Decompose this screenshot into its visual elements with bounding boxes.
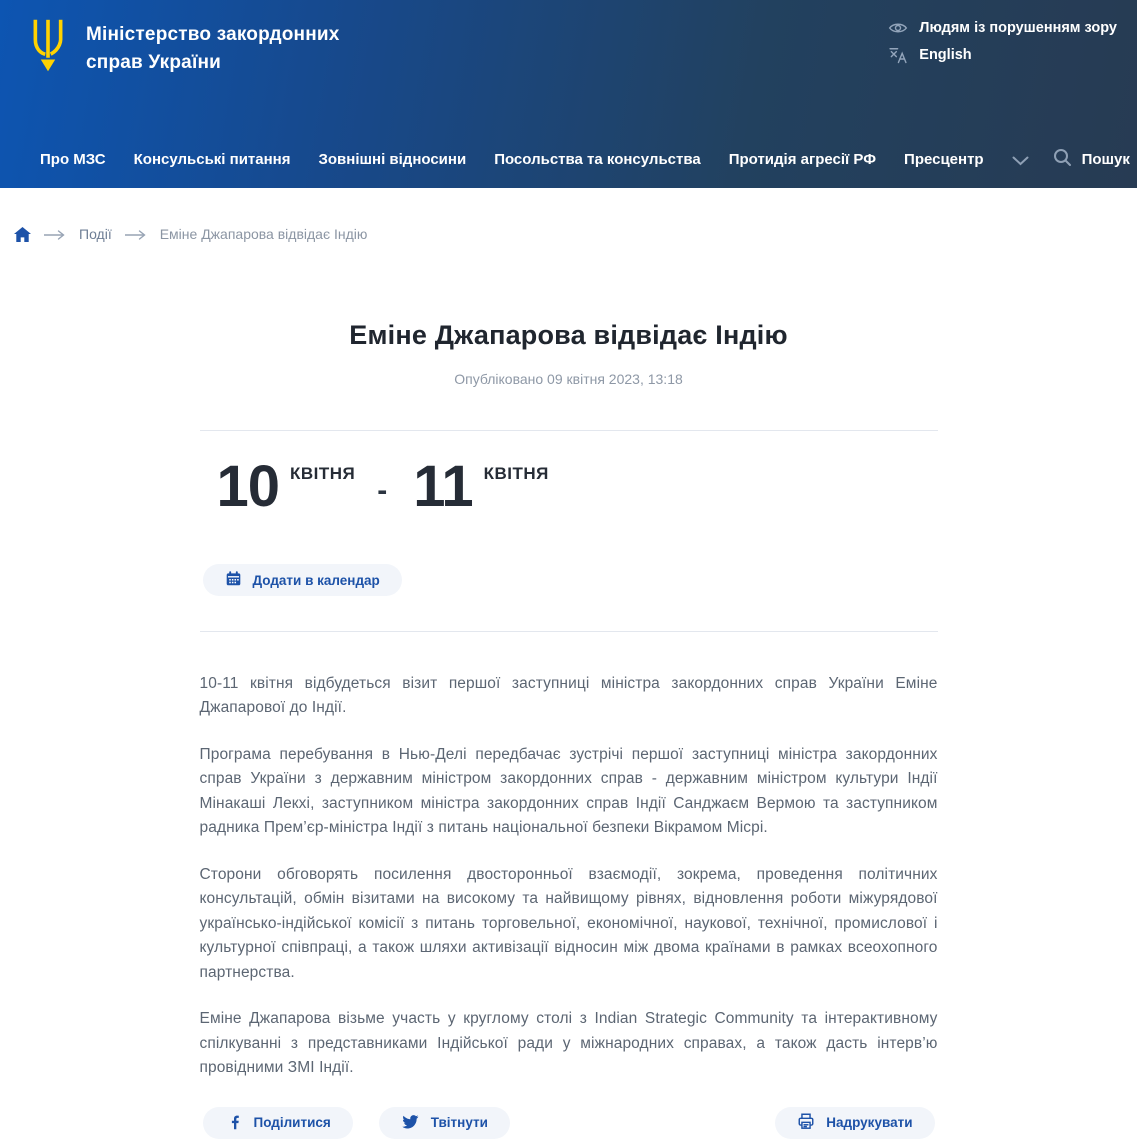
nav-item-consular[interactable]: Консульські питання xyxy=(133,151,291,168)
ministry-logo-block[interactable] xyxy=(28,18,346,79)
search-icon xyxy=(1053,148,1072,171)
print-button-group xyxy=(775,1107,934,1139)
paragraph: Програма перебування в Нью-Делі передбачає зустрічі першої заступниці міністра закордонних справ України з державним міністром закордонних справ - державним міністром культури Індії Мінакаші Лекхі, заступником міністра закордонних справ Індії Санджаєм Вермою та заступником радника Прем’єр-міністра Індії з питань національної безпеки Вікрамом Місрі. xyxy=(199,745,938,837)
language-switch-link[interactable] xyxy=(887,45,1117,65)
print-button[interactable] xyxy=(775,1107,934,1139)
breadcrumb-events-link[interactable]: Події xyxy=(79,226,112,242)
search-button[interactable] xyxy=(1053,148,1130,171)
date-separator: - xyxy=(377,474,388,507)
nav-item-countering-aggression[interactable]: Протидія агресії РФ xyxy=(728,151,877,168)
share-twitter-button[interactable] xyxy=(379,1107,510,1139)
language-label: English xyxy=(919,47,972,63)
article-body xyxy=(200,672,938,1081)
search-label: Пошук xyxy=(1081,151,1130,168)
share-actions-row xyxy=(200,1107,938,1139)
share-buttons-group xyxy=(203,1107,510,1139)
arrow-right-icon xyxy=(125,229,147,240)
eye-icon xyxy=(887,20,909,36)
page-title: Еміне Джапарова відвідає Індію xyxy=(349,320,788,350)
main-nav xyxy=(28,148,1130,188)
share-twitter-label: Твітнути xyxy=(430,1115,488,1131)
divider xyxy=(200,631,938,632)
nav-item-embassies[interactable]: Посольства та консульства xyxy=(494,151,701,168)
nav-right-group xyxy=(1012,148,1130,171)
nav-item-foreign-relations[interactable]: Зовнішні відносини xyxy=(318,151,467,168)
breadcrumb-current-page: Еміне Джапарова відвідає Індію xyxy=(159,226,368,242)
accessibility-label: Людям із порушенням зору xyxy=(919,20,1117,36)
facebook-icon xyxy=(225,1112,243,1133)
trident-logo-icon xyxy=(28,18,68,79)
ministry-name: Міністерство закордонних справ України xyxy=(86,24,340,73)
add-to-calendar-label: Додати в календар xyxy=(252,572,380,588)
paragraph: Еміне Джапарова візьме участь у круглому столі з Indian Strategic Community та інтерактивному спілкуванні з представниками Індійської ради у міжнародних справах, а також дасть інтерв’ю провідними ЗМІ Індії. xyxy=(199,1010,938,1077)
twitter-icon xyxy=(401,1112,420,1134)
breadcrumb xyxy=(0,188,1137,242)
paragraph: 10-11 квітня відбудеться візит першої заступниці міністра закордонних справ України Еміне Джапарової до Індії. xyxy=(199,675,938,717)
print-label: Надрукувати xyxy=(826,1115,913,1131)
event-end-day: 11 xyxy=(413,454,473,519)
translate-icon xyxy=(887,45,909,65)
share-facebook-button[interactable] xyxy=(203,1107,353,1139)
add-to-calendar-button[interactable] xyxy=(203,564,402,596)
chevron-down-icon[interactable] xyxy=(1012,153,1029,166)
calendar-icon xyxy=(225,570,242,590)
event-date-range xyxy=(200,454,938,519)
event-start-day: 10 xyxy=(216,454,280,519)
accessibility-link[interactable] xyxy=(887,20,1117,36)
published-date: Опубліковано 09 квітня 2023, 13:18 xyxy=(454,371,683,387)
nav-item-press-center[interactable]: Пресцентр xyxy=(904,151,984,168)
header-top xyxy=(28,0,1119,79)
printer-icon xyxy=(797,1112,815,1133)
header-utility-links xyxy=(887,18,1119,65)
article xyxy=(200,320,938,1139)
event-start-month: КВІТНЯ xyxy=(290,464,356,483)
calendar-row xyxy=(200,564,938,596)
home-icon[interactable] xyxy=(14,227,31,242)
nav-item-about[interactable]: Про МЗС xyxy=(40,151,106,168)
arrow-right-icon xyxy=(44,229,66,240)
share-facebook-label: Поділитися xyxy=(253,1115,331,1131)
paragraph: Сторони обговорять посилення двосторонньої взаємодії, зокрема, проведення політичних консультацій, обмін візитами на високому та найвищому рівнях, відновлення роботи міжурядової українсько-індійської комісії з питань торговельної, економічної, наукової, технічної, промислової і культурної співпраці, а також шляхи активізації відносин між двома країнами в рамках всеохопного партнерства. xyxy=(199,865,938,981)
site-header xyxy=(0,0,1137,188)
divider xyxy=(200,430,938,431)
event-end-month: КВІТНЯ xyxy=(483,464,549,483)
